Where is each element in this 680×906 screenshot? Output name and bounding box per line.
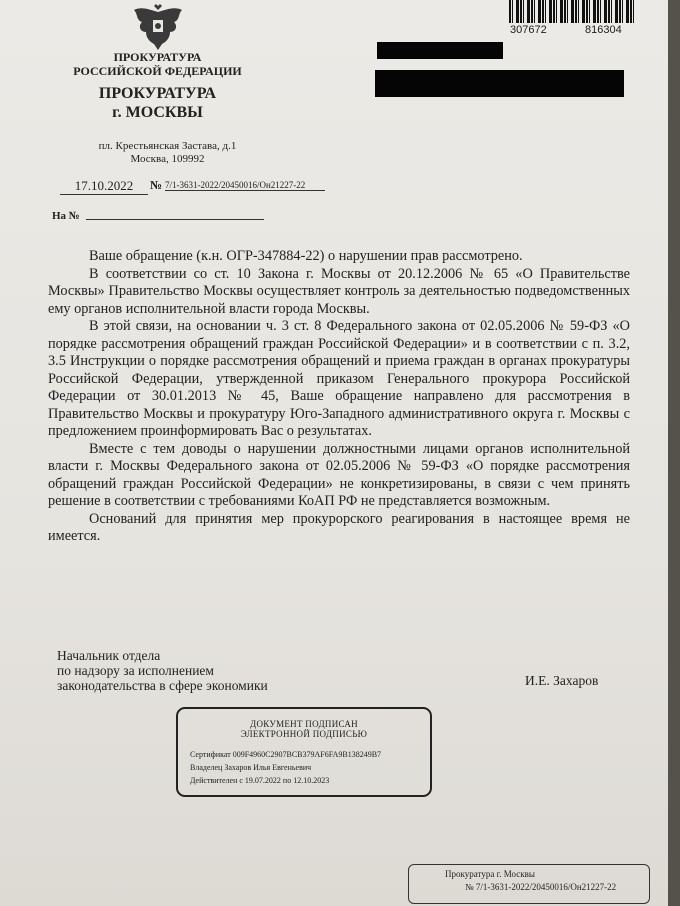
organization-name	[60, 84, 255, 122]
org-name-line-1: ПРОКУРАТУРА	[98, 85, 217, 102]
stamp-title	[178, 719, 430, 739]
signatory-name: И.Е. Захаров	[525, 673, 599, 688]
organization-address	[60, 140, 275, 166]
reference-number-label: На №	[52, 210, 80, 222]
paragraph-1: Ваше обращение (к.н. ОГР-347884-22) о нарушении прав рассмотрено.	[89, 248, 523, 264]
address-line-1: пл. Крестьянская Застава, д.1	[98, 140, 237, 152]
paragraph-2: В соответствии со ст. 10 Закона г. Москвы от 20.12.2006 № 65 «О Правительстве Москвы» Правительство Москвы осуществляет контроль за деятельностью подведомственных ему органов исполнительной власти города Москвы.	[48, 265, 630, 317]
signatory-title-line-2: по надзору за исполнением	[57, 663, 214, 678]
document-number: 7/1-3631-2022/20450016/Он21227-22	[165, 178, 325, 191]
signatory-title-line-1: Начальник отдела	[57, 648, 161, 663]
registration-box	[408, 864, 650, 904]
reference-number-line	[86, 219, 264, 220]
document-number-label: №	[150, 178, 163, 192]
org-line-1: ПРОКУРАТУРА	[113, 50, 202, 64]
organization-header	[60, 50, 255, 78]
address-line-2: Москва, 109992	[130, 153, 205, 165]
background-edge	[668, 0, 680, 906]
document-date: 17.10.2022	[60, 178, 148, 195]
registration-office: Прокуратура г. Москвы	[445, 869, 535, 879]
signatory-title-line-3: законодательства в сфере экономики	[57, 678, 268, 693]
paragraph-3: В этой связи, на основании ч. 3 ст. 8 Федерального закона от 02.05.2006 № 59-ФЗ «О порядке рассмотрения обращений граждан Российской Федерации» и в соответствии с п. 3.2, 3.5 Инструкции о порядке рассмотрения обращений и приема граждан в органах прокуратуры Российской Федерации, утвержденной приказом Генерального прокурора Российской Федерации от 30.01.2013 № 45, Ваше обращение направлено для рассмотрения в Правительство Москвы и прокуратуру Юго-Западного административного округа г. Москвы с предложением проинформировать Вас о результатах.	[48, 318, 630, 439]
barcode-number-left: 307672	[510, 24, 547, 36]
org-name-line-2: г. МОСКВЫ	[112, 104, 203, 121]
coat-of-arms-icon	[128, 2, 188, 52]
stamp-validity: Действителен с 19.07.2022 по 12.10.2023	[190, 776, 330, 785]
barcode	[509, 0, 634, 23]
paragraph-5: Оснований для принятия мер прокурорского реагирования в настоящее время не имеется.	[48, 510, 630, 544]
redacted-block	[377, 42, 503, 59]
stamp-title-line-2: ЭЛЕКТРОННОЙ ПОДПИСЬЮ	[240, 729, 368, 739]
electronic-signature-stamp	[176, 707, 432, 797]
redacted-block	[375, 70, 624, 97]
stamp-owner: Владелец Захаров Илья Евгеньевич	[190, 763, 312, 772]
paragraph-4: Вместе с тем доводы о нарушении должностными лицами органов исполнительной власти г. Москвы Федерального закона от 02.05.2006 № 59-ФЗ «О порядке рассмотрения обращений граждан Российской Федерации» не конкретизированы, в связи с чем принять решение в соответствии с требованиями КоАП РФ не представляется возможным.	[48, 440, 630, 509]
signatory-title	[57, 648, 268, 693]
registration-number: № 7/1-3631-2022/20450016/Он21227-22	[465, 882, 617, 892]
org-line-2: РОССИЙСКОЙ ФЕДЕРАЦИИ	[73, 64, 242, 78]
stamp-title-line-1: ДОКУМЕНТ ПОДПИСАН	[250, 719, 358, 729]
stamp-certificate: Сертификат 009F4960C2907BCB379AF6FA9B138249B7	[190, 750, 382, 759]
barcode-number-right: 816304	[585, 24, 622, 36]
letter-body	[48, 248, 630, 546]
